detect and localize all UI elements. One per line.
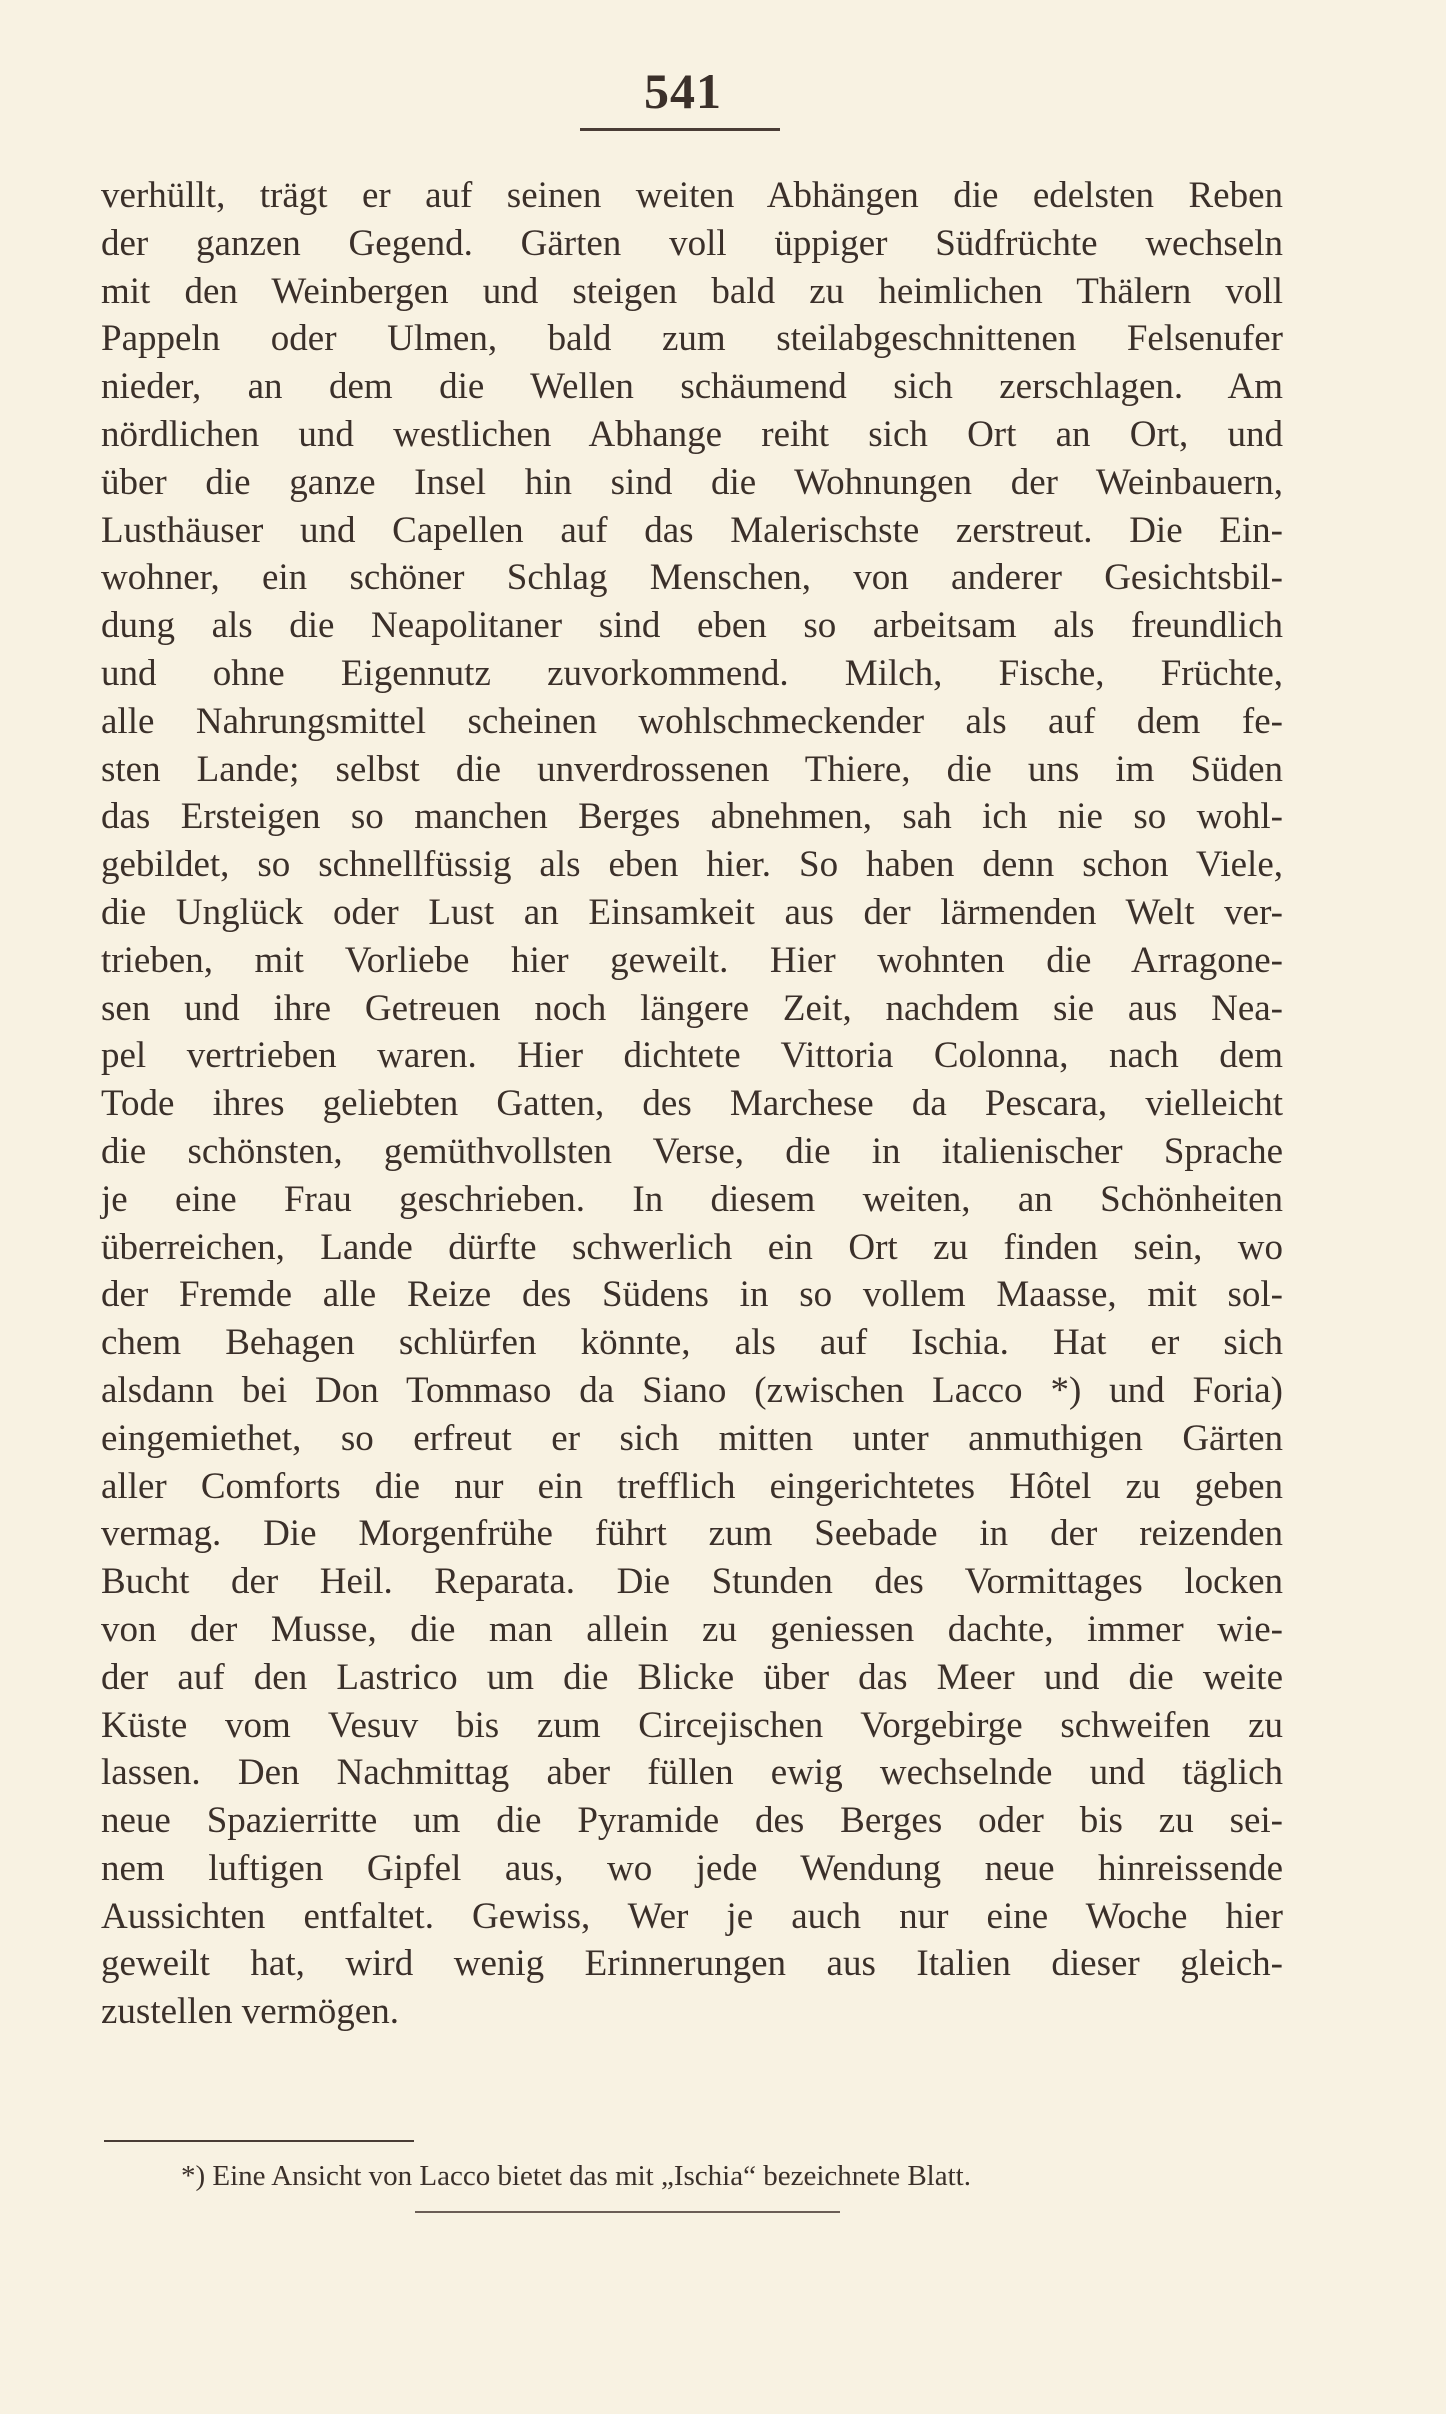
text-line: die Unglück oder Lust an Einsamkeit aus der lärmenden Welt ver- bbox=[101, 891, 1283, 933]
footnote-rule bbox=[104, 2140, 414, 2142]
text-line: Lusthäuser und Capellen auf das Malerischste zerstreut. Die Ein- bbox=[101, 509, 1283, 551]
header-rule bbox=[580, 128, 780, 131]
text-line: neue Spazierritte um die Pyramide des Berges oder bis zu sei- bbox=[101, 1800, 1283, 1842]
text-line: Bucht der Heil. Reparata. Die Stunden des Vormittages locken bbox=[101, 1561, 1283, 1603]
text-line: der ganzen Gegend. Gärten voll üppiger Südfrüchte wechseln bbox=[101, 222, 1283, 264]
text-line: Aussichten entfaltet. Gewiss, Wer je auch nur eine Woche hier bbox=[101, 1895, 1283, 1937]
text-line: sten Lande; selbst die unverdrossenen Thiere, die uns im Süden bbox=[101, 748, 1283, 790]
text-line: Tode ihres geliebten Gatten, des Marchese da Pescara, vielleicht bbox=[101, 1083, 1283, 1125]
footnote: *) Eine Ansicht von Lacco bietet das mit „Ischia“ bezeichnete Blatt. bbox=[181, 2160, 971, 2192]
text-line: geweilt hat, wird wenig Erinnerungen aus Italien dieser gleich- bbox=[101, 1943, 1283, 1985]
text-line: alle Nahrungsmittel scheinen wohlschmeckender als auf dem fe- bbox=[101, 700, 1283, 742]
text-line: aller Comforts die nur ein trefflich eingerichtetes Hôtel zu geben bbox=[101, 1465, 1283, 1507]
text-line: nem luftigen Gipfel aus, wo jede Wendung neue hinreissende bbox=[101, 1847, 1283, 1889]
text-line: von der Musse, die man allein zu geniessen dachte, immer wie- bbox=[101, 1608, 1283, 1650]
text-line: und ohne Eigennutz zuvorkommend. Milch, Fische, Früchte, bbox=[101, 652, 1283, 694]
text-line: Pappeln oder Ulmen, bald zum steilabgeschnittenen Felsenufer bbox=[101, 318, 1283, 360]
text-line: das Ersteigen so manchen Berges abnehmen, sah ich nie so wohl- bbox=[101, 796, 1283, 838]
text-line: chem Behagen schlürfen könnte, als auf Ischia. Hat er sich bbox=[101, 1322, 1283, 1364]
body-text bbox=[101, 172, 1283, 2036]
text-line: der auf den Lastrico um die Blicke über das Meer und die weite bbox=[101, 1656, 1283, 1698]
page-number: 541 bbox=[644, 63, 722, 119]
text-line: über die ganze Insel hin sind die Wohnungen der Weinbauern, bbox=[101, 461, 1283, 503]
text-line: eingemiethet, so erfreut er sich mitten unter anmuthigen Gärten bbox=[101, 1417, 1283, 1459]
text-line: lassen. Den Nachmittag aber füllen ewig wechselnde und täglich bbox=[101, 1752, 1283, 1794]
text-line: nieder, an dem die Wellen schäumend sich zerschlagen. Am bbox=[101, 366, 1283, 408]
text-line: nördlichen und westlichen Abhange reiht sich Ort an Ort, und bbox=[101, 413, 1283, 455]
text-line: überreichen, Lande dürfte schwerlich ein Ort zu finden sein, wo bbox=[101, 1226, 1283, 1268]
text-line: sen und ihre Getreuen noch längere Zeit, nachdem sie aus Nea- bbox=[101, 987, 1283, 1029]
text-line: gebildet, so schnellfüssig als eben hier. So haben denn schon Viele, bbox=[101, 844, 1283, 886]
text-line: trieben, mit Vorliebe hier geweilt. Hier wohnten die Arragone- bbox=[101, 939, 1283, 981]
bottom-rule bbox=[415, 2211, 840, 2213]
text-line: dung als die Neapolitaner sind eben so arbeitsam als freundlich bbox=[101, 605, 1283, 647]
text-line: verhüllt, trägt er auf seinen weiten Abhängen die edelsten Reben bbox=[101, 175, 1283, 216]
text-line: der Fremde alle Reize des Südens in so vollem Maasse, mit sol- bbox=[101, 1274, 1283, 1316]
text-line: zustellen vermögen. bbox=[101, 1991, 399, 2033]
text-line: die schönsten, gemüthvollsten Verse, die in italienischer Sprache bbox=[101, 1130, 1283, 1172]
text-line: vermag. Die Morgenfrühe führt zum Seebade in der reizenden bbox=[101, 1513, 1283, 1555]
text-line: alsdann bei Don Tommaso da Siano (zwischen Lacco *) und Foria) bbox=[101, 1369, 1283, 1411]
text-line: mit den Weinbergen und steigen bald zu heimlichen Thälern voll bbox=[101, 270, 1283, 312]
text-line: Küste vom Vesuv bis zum Circejischen Vorgebirge schweifen zu bbox=[101, 1704, 1283, 1746]
text-line: pel vertrieben waren. Hier dichtete Vittoria Colonna, nach dem bbox=[101, 1035, 1283, 1077]
text-line: wohner, ein schöner Schlag Menschen, von anderer Gesichtsbil- bbox=[101, 557, 1283, 599]
text-line: je eine Frau geschrieben. In diesem weiten, an Schönheiten bbox=[101, 1178, 1283, 1220]
